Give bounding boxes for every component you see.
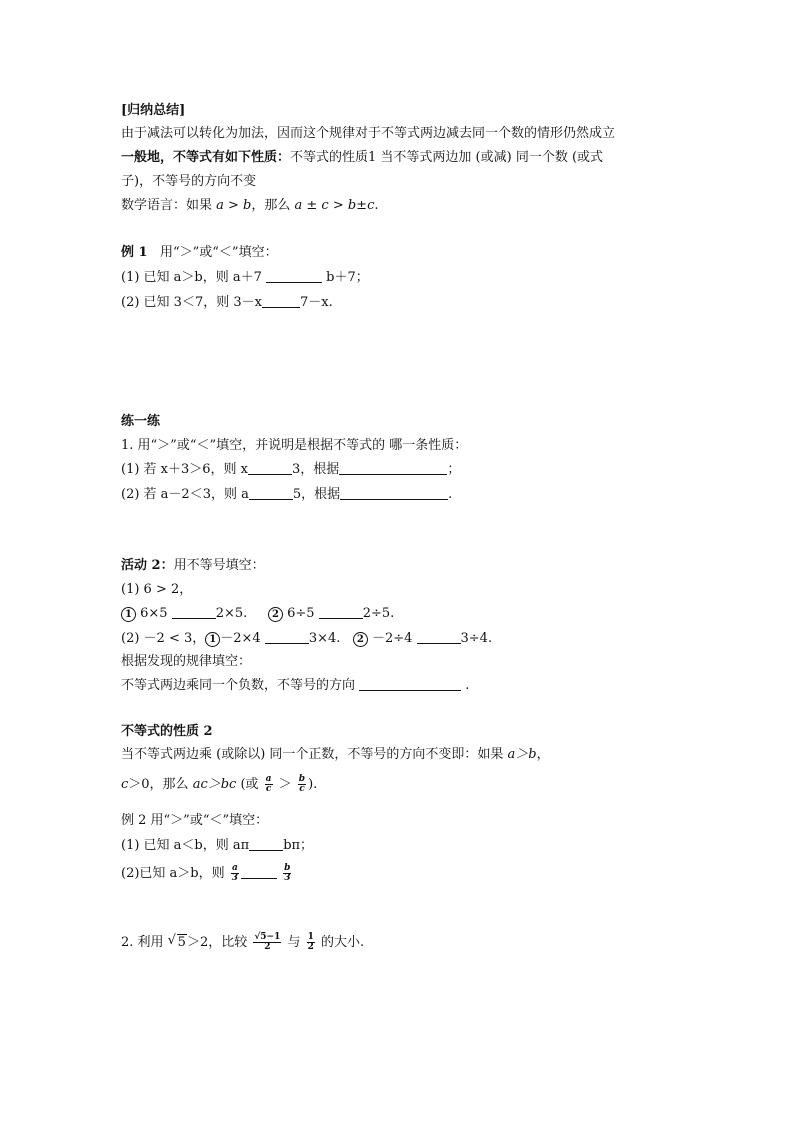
answer-blank[interactable] xyxy=(266,268,322,283)
answer-blank[interactable] xyxy=(262,293,300,308)
practice-q2 xyxy=(121,485,452,505)
answer-blank[interactable] xyxy=(172,604,216,619)
example1-title xyxy=(121,243,278,263)
answer-blank[interactable] xyxy=(319,604,363,619)
fraction-numerator: a xyxy=(231,863,238,873)
rule-text: 不等式两边乘同一个负数，不等号的方向 xyxy=(121,678,360,693)
property2-line1 xyxy=(121,745,550,765)
fraction-one-half xyxy=(307,933,315,952)
activity2-c4-tail: 3÷4. xyxy=(460,631,493,646)
activity2-item2-text: (2) －2 < 3， xyxy=(121,631,206,646)
summary-line-2-rest: 不等式的性质1 当不等式两边加 (或减) 同一个数 (或式 xyxy=(290,150,604,165)
property2-product: ac＞bc xyxy=(192,777,237,792)
example2-q1-tail: bπ； xyxy=(283,838,314,853)
example1-q2-tail: 7－x. xyxy=(299,295,333,310)
property2-line1-end: ， xyxy=(536,747,550,762)
answer-blank[interactable] xyxy=(265,629,309,644)
property2-line1-text: 当不等式两边乘 (或除以) 同一个正数，不等号的方向不变即：如果 xyxy=(121,747,508,762)
example1-prompt: 用“＞”或“＜”填空： xyxy=(159,245,278,260)
summary-line-2-bold: 一般地，不等式有如下性质： xyxy=(121,150,291,165)
circled-number: 2 xyxy=(353,632,368,647)
practice-q2-end: . xyxy=(448,487,453,502)
activity2-label: 活动 2： xyxy=(121,558,174,573)
fraction-b-over-c xyxy=(298,775,306,794)
math-lang-end: . xyxy=(374,198,379,213)
practice-prompt: 1. 用“＞”或“＜”填空，并说明是根据不等式的 哪一条性质： xyxy=(121,438,468,453)
math-lang-mid: ，那么 xyxy=(251,198,295,213)
activity2-c1-text: 6×5 xyxy=(140,606,172,621)
activity2-heading xyxy=(121,556,265,576)
activity2-item2 xyxy=(121,629,492,649)
activity2-c2-text: 6÷5 xyxy=(287,606,319,621)
example2-q2-text: (2)已知 a＞b，则 xyxy=(121,866,229,881)
practice-q1-end: ； xyxy=(447,462,461,477)
answer-blank[interactable] xyxy=(241,864,277,879)
activity2-c2-tail: 2÷5. xyxy=(362,606,395,621)
example2-q1-text: (1) 已知 a＜b，则 aπ xyxy=(121,838,250,853)
answer-blank[interactable] xyxy=(249,836,283,851)
summary-line-2 xyxy=(121,148,603,168)
question2-line xyxy=(121,933,364,953)
answer-blank[interactable] xyxy=(417,629,461,644)
practice-q1-mid: 3，根据 xyxy=(292,462,340,477)
fraction-denominator: c xyxy=(265,784,272,794)
practice-q2-mid: 5，根据 xyxy=(292,487,341,502)
math-lang-result: a ± c > b±c xyxy=(294,198,375,213)
example2-q1 xyxy=(121,836,313,856)
answer-blank[interactable] xyxy=(249,485,293,500)
radical-icon: √ xyxy=(167,933,176,948)
fraction-denominator: 2 xyxy=(307,942,314,952)
circled-number: 1 xyxy=(205,632,220,647)
summary-heading: [归纳总结] xyxy=(121,103,186,118)
math-lang-condition: a > b xyxy=(216,198,252,213)
question2-mid: ＞2，比较 xyxy=(186,935,252,950)
fraction-b-over-3 xyxy=(283,864,291,883)
example2-prompt: 用“＞”或“＜”填空： xyxy=(146,813,269,828)
math-lang-prefix: 数学语言：如果 xyxy=(121,198,217,213)
greater-than: ＞ xyxy=(274,777,296,792)
example1-q1-text: (1) 已知 a＞b，则 a＋7 xyxy=(121,270,267,285)
fraction-numerator: √5−1 xyxy=(254,932,281,942)
example1-label: 例 1 xyxy=(121,245,148,260)
circled-number: 2 xyxy=(268,607,283,622)
var-c: c xyxy=(121,777,129,792)
practice-heading: 练一练 xyxy=(121,414,161,429)
property2-line2 xyxy=(121,775,317,795)
answer-blank[interactable] xyxy=(359,676,461,691)
property2-line2-text: ＞0，那么 xyxy=(128,777,193,792)
sqrt-expression xyxy=(168,933,187,953)
example1-q2 xyxy=(121,293,333,313)
fraction-sqrt5-minus-1-over-2 xyxy=(253,933,281,952)
example1-q1 xyxy=(121,268,369,288)
fraction-a-over-3 xyxy=(231,864,239,883)
activity2-c4-text: －2÷4 xyxy=(367,631,417,646)
answer-blank[interactable] xyxy=(248,460,292,475)
radicand: 5 xyxy=(177,935,186,950)
answer-blank[interactable] xyxy=(340,485,448,500)
property2-line2-end: ). xyxy=(308,777,318,792)
activity2-item1-parts xyxy=(121,604,394,624)
fraction-numerator: 1 xyxy=(307,932,314,942)
rule-line xyxy=(121,676,469,696)
rule-prompt: 根据发现的规律填空： xyxy=(121,654,252,669)
fraction-denominator: c xyxy=(299,784,305,794)
fraction-numerator: a xyxy=(265,774,272,784)
example2-title xyxy=(121,811,268,831)
example2-q2 xyxy=(121,864,293,884)
summary-line-1: 由于减法可以转化为加法，因而这个规律对于不等式两边减去同一个数的情形仍然成立 xyxy=(121,126,616,141)
summary-line-3: 子)，不等号的方向不变 xyxy=(121,174,257,189)
circled-number: 1 xyxy=(121,607,136,622)
practice-q1-text: (1) 若 x＋3＞6，则 x xyxy=(121,462,249,477)
fraction-numerator: b xyxy=(284,863,291,873)
fraction-a-over-c xyxy=(265,775,273,794)
question2-end: 的大小. xyxy=(316,935,365,950)
fraction-denominator: 3 xyxy=(231,873,239,883)
activity2-prompt: 用不等号填空： xyxy=(173,558,265,573)
activity2-c3-text: －2×4 xyxy=(220,631,265,646)
question2-text: 2. 利用 xyxy=(121,935,168,950)
example1-q1-tail: b＋7； xyxy=(322,270,369,285)
fraction-numerator: b xyxy=(298,774,306,784)
property2-or: (或 xyxy=(236,777,263,792)
answer-blank[interactable] xyxy=(339,460,447,475)
rule-end: . xyxy=(461,678,470,693)
question2-and: 与 xyxy=(283,935,305,950)
property2-condition: a＞b xyxy=(507,747,537,762)
property2-heading: 不等式的性质 2 xyxy=(121,724,213,739)
practice-q2-text: (2) 若 a－2＜3，则 a xyxy=(121,487,249,502)
example1-q2-text: (2) 已知 3＜7，则 3－x xyxy=(121,295,262,310)
fraction-denominator: 2 xyxy=(253,942,281,952)
activity2-c3-tail: 3×4. xyxy=(308,631,341,646)
activity2-item1: (1) 6 > 2， xyxy=(121,582,193,597)
math-language-line xyxy=(121,196,379,216)
fraction-denominator: 3 xyxy=(284,873,291,883)
practice-q1 xyxy=(121,460,460,480)
example2-label: 例 2 xyxy=(121,813,147,828)
activity2-c1-tail: 2×5. xyxy=(215,606,248,621)
